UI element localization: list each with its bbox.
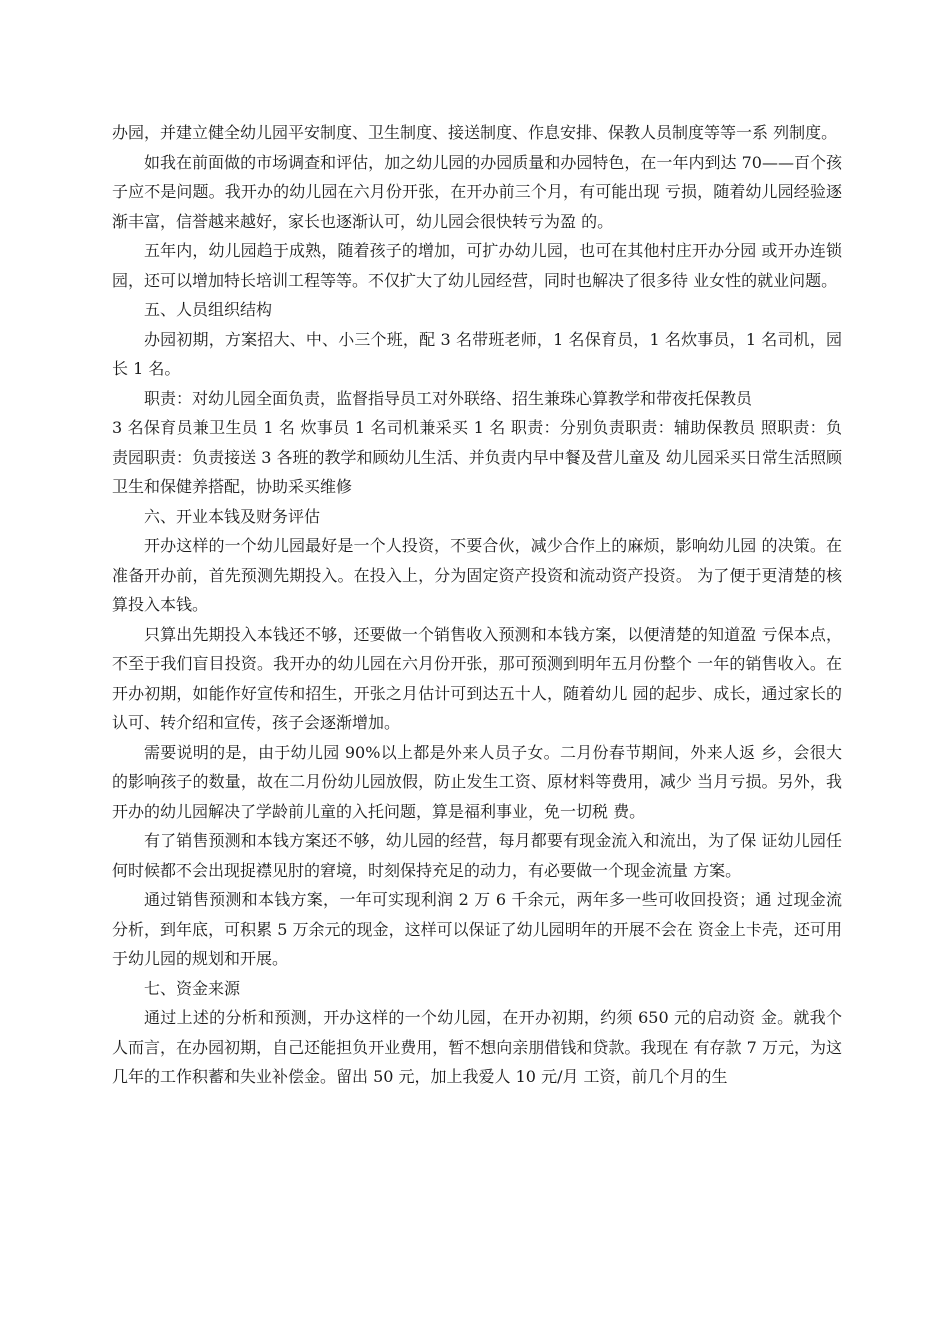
paragraph-6: 3 名保育员兼卫生员 1 名 炊事员 1 名司机兼采买 1 名 职责：分别负责职责：辅助保教员 照职责：负责园职责：负责接送 3 各班的教学和顾幼儿生活、并负责内早中餐及营儿童及 幼儿园采买日常生活照顾卫生和保健养搭配，协助采买维修	[112, 418, 842, 496]
paragraph-2: 如我在前面做的市场调查和评估，加之幼儿园的办园质量和办园特色，在一年内到达 70——百个孩子应不是问题。我开办的幼儿园在六月份开张，在开办前三个月，有可能出现 亏损，随着幼儿园经验逐渐丰富，信誉越来越好，家长也逐渐认可，幼儿园会很快转亏为盈 的。	[112, 152, 842, 231]
paragraph-8: 只算出先期投入本钱还不够，还要做一个销售收入预测和本钱方案，以便清楚的知道盈 亏保本点，不至于我们盲目投资。我开办的幼儿园在六月份开张，那可预测到明年五月份整个 一年的销售收入。在开办初期，如能作好宣传和招生，开张之月估计可到达五十人，随着幼儿 园的起步、成长，通过家长的认可、转介绍和宣传，孩子会逐渐增加。	[112, 624, 842, 732]
paragraph-11: 通过销售预测和本钱方案，一年可实现利润 2 万 6 千余元，两年多一些可收回投资；通 过现金流分析，到年底，可积累 5 万余元的现金，这样可以保证了幼儿园明年的开展不会在 资金上卡壳，还可用于幼儿园的规划和开展。	[112, 890, 842, 968]
paragraph-10: 有了销售预测和本钱方案还不够，幼儿园的经营，每月都要有现金流入和流出，为了保 证幼儿园任何时候都不会出现捉襟见肘的窘境，时刻保持充足的动力，有必要做一个现金流量 方案。	[112, 831, 842, 880]
section-heading-5: 五、人员组织结构	[144, 300, 273, 319]
document-body	[112, 118, 842, 1092]
section-heading-7: 七、资金来源	[144, 978, 241, 998]
section-heading-6: 六、开业本钱及财务评估	[144, 506, 321, 526]
paragraph-4: 办园初期，方案招大、中、小三个班，配 3 名带班老师，1 名保育员，1 名炊事员，1 名司机，园长 1 名。	[112, 329, 842, 378]
paragraph-3: 五年内，幼儿园趋于成熟，随着孩子的增加，可扩办幼儿园，也可在其他村庄开办分园 或开办连锁园，还可以增加特长培训工程等等。不仅扩大了幼儿园经营，同时也解决了很多待 业女性的就业问题。	[112, 241, 842, 290]
paragraph-1: 办园，并建立健全幼儿园平安制度、卫生制度、接送制度、作息安排、保教人员制度等等一系 列制度。	[112, 123, 838, 142]
paragraph-12: 通过上述的分析和预测，开办这样的一个幼儿园，在开办初期，约须 650 元的启动资 金。就我个人而言，在办园初期，自己还能担负开业费用，暂不想向亲朋借钱和贷款。我现在 有存款 7 万元，为这几年的工作积蓄和失业补偿金。留出 50 元，加上我爱人 10 元/月 工资，前几个月的生	[112, 1008, 842, 1086]
paragraph-5: 职责：对幼儿园全面负责，监督指导员工对外联络、招生兼珠心算教学和带夜托保教员	[144, 388, 753, 408]
paragraph-9: 需要说明的是，由于幼儿园 90%以上都是外来人员子女。二月份春节期间，外来人返 乡，会很大的影响孩子的数量，故在二月份幼儿园放假，防止发生工资、原材料等费用，减少 当月亏损。另外，我开办的幼儿园解决了学龄前儿童的入托问题，算是福利事业，免一切税 费。	[112, 742, 842, 821]
paragraph-7: 开办这样的一个幼儿园最好是一个人投资，不要合伙，减少合作上的麻烦，影响幼儿园 的决策。在准备开办前，首先预测先期投入。在投入上，分为固定资产投资和流动资产投资。 为了便于更清楚的核算投入本钱。	[112, 536, 842, 614]
